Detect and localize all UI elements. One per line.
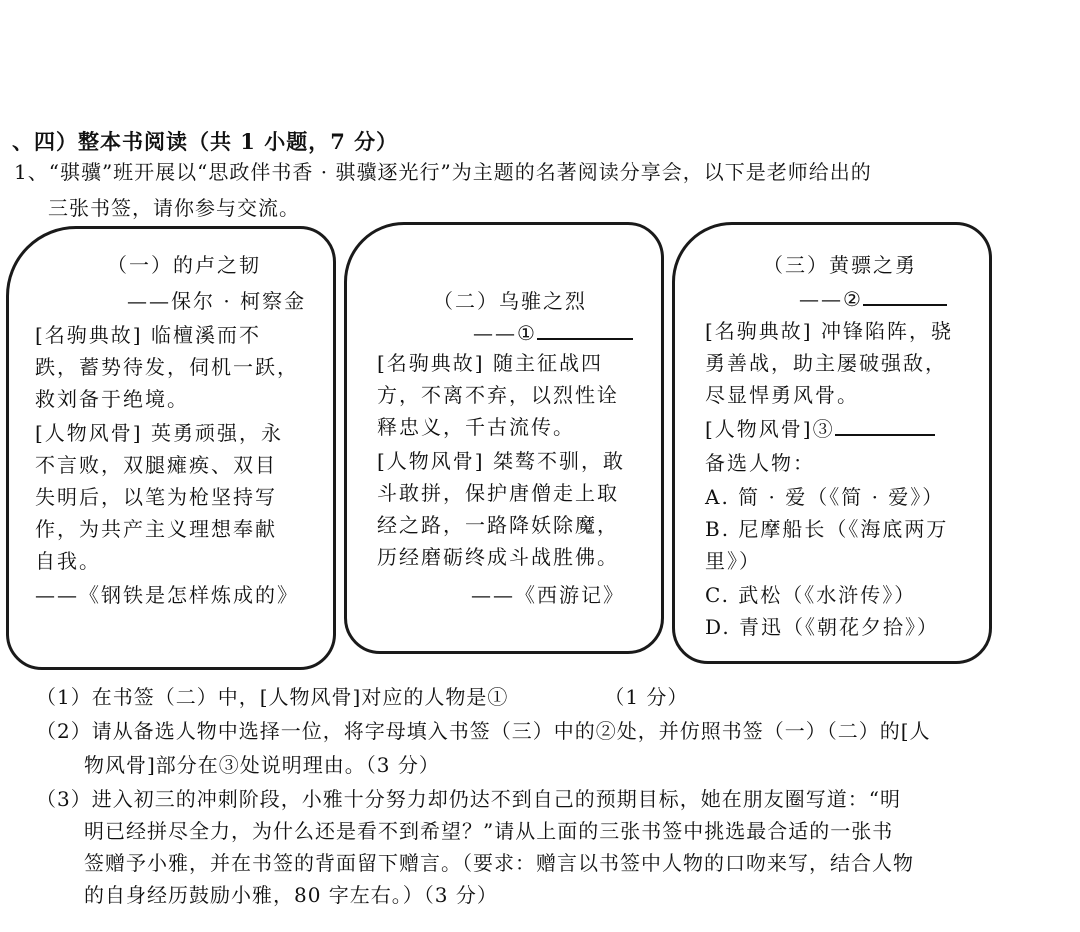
card3-option-c: C. 武松（《水浒传》） bbox=[705, 583, 917, 607]
bookmark-card-2 bbox=[344, 222, 664, 654]
card3-line-4-row bbox=[705, 413, 935, 445]
answer-blank-2 bbox=[863, 284, 947, 306]
question-3-line3: 签赠予小雅，并在书签的背面留下赠言。（要求：赠言以书签中人物的口吻来写，结合人物 bbox=[84, 851, 914, 875]
card3-option-d: D. 青迅（《朝花夕拾》） bbox=[705, 615, 940, 639]
card2-author-row bbox=[473, 317, 633, 349]
card3-line-1: [名驹典故] 冲锋陷阵，骁 bbox=[705, 319, 953, 343]
card3-author-row bbox=[799, 283, 947, 315]
card1-line-5: 不言败，双腿瘫痪、双目 bbox=[35, 453, 277, 477]
question-2-line1: （2）请从备选人物中选择一位，将字母填入书签（三）中的②处，并仿照书签（一）（二）的[人 bbox=[36, 719, 931, 743]
card3-line-4: [人物风骨]③ bbox=[705, 417, 835, 441]
card2-line-5: 斗敢拼，保护唐僧走上取 bbox=[377, 481, 619, 505]
card2-line-6: 经之路，一路降妖除魔， bbox=[377, 513, 619, 537]
question-1-text: （1）在书签（二）中，[人物风骨]对应的人物是① bbox=[36, 685, 509, 709]
card2-source: ——《西游记》 bbox=[471, 583, 625, 607]
bookmark-card-1 bbox=[6, 226, 336, 670]
card2-author: ——① bbox=[473, 321, 537, 345]
card2-line-4: [人物风骨] 桀骜不驯，敢 bbox=[377, 449, 625, 473]
answer-blank-1 bbox=[537, 318, 633, 340]
section-heading: 、四）整本书阅读（共 1 小题，7 分） bbox=[12, 129, 399, 154]
card1-title: （一）的卢之韧 bbox=[107, 253, 261, 277]
card3-author: ——② bbox=[799, 287, 863, 311]
question-intro-line2: 三张书签，请你参与交流。 bbox=[48, 196, 300, 220]
card1-line-7: 作，为共产主义理想奉献 bbox=[35, 517, 277, 541]
card2-line-3: 释忠义，千古流传。 bbox=[377, 415, 575, 439]
card1-line-8: 自我。 bbox=[35, 549, 101, 573]
card3-option-a: A. 简 · 爱（《简 · 爱》） bbox=[705, 485, 945, 509]
card1-line-2: 跌，蓄势待发，伺机一跃， bbox=[35, 355, 299, 379]
card3-option-b-cont: 里》） bbox=[705, 549, 761, 573]
question-2-line2: 物风骨]部分在③处说明理由。（3 分） bbox=[84, 753, 440, 777]
question-3-line4: 的自身经历鼓励小雅，80 字左右。）（3 分） bbox=[84, 883, 498, 907]
question-intro-line1: 1、“骐骥”班开展以“思政伴书香 · 骐骥逐光行”为主题的名著阅读分享会，以下是老师给出的 bbox=[14, 160, 872, 184]
card1-line-3: 救刘备于绝境。 bbox=[35, 387, 189, 411]
card3-options-label: 备选人物： bbox=[705, 451, 815, 475]
card2-line-7: 历经磨砺终成斗战胜佛。 bbox=[377, 545, 619, 569]
card3-title: （三）黄骠之勇 bbox=[763, 253, 917, 277]
question-1 bbox=[36, 680, 688, 714]
question-1-score: （1 分） bbox=[604, 685, 689, 709]
answer-blank-3 bbox=[835, 414, 935, 436]
card3-option-b: B. 尼摩船长（《海底两万 bbox=[705, 517, 949, 541]
card1-source: ——《钢铁是怎样炼成的》 bbox=[35, 583, 299, 607]
question-3-line2: 明已经拼尽全力，为什么还是看不到希望？”请从上面的三张书签中挑选最合适的一张书 bbox=[84, 819, 894, 843]
card1-author: ——保尔 · 柯察金 bbox=[127, 289, 307, 313]
question-3-line1: （3）进入初三的冲刺阶段，小雅十分努力却仍达不到自己的预期目标，她在朋友圈写道：“明 bbox=[36, 787, 901, 811]
card1-line-6: 失明后，以笔为枪坚持写 bbox=[35, 485, 277, 509]
card3-line-2: 勇善战，助主屡破强敌， bbox=[705, 351, 947, 375]
card2-title: （二）乌骓之烈 bbox=[433, 289, 587, 313]
card1-line-4: [人物风骨] 英勇顽强，永 bbox=[35, 421, 283, 445]
card3-line-3: 尽显悍勇风骨。 bbox=[705, 383, 859, 407]
card2-line-1: [名驹典故] 随主征战四 bbox=[377, 351, 603, 375]
card1-line-1: [名驹典故] 临檀溪而不 bbox=[35, 323, 261, 347]
card2-line-2: 方，不离不弃，以烈性诠 bbox=[377, 383, 619, 407]
bookmark-card-3 bbox=[672, 222, 992, 664]
